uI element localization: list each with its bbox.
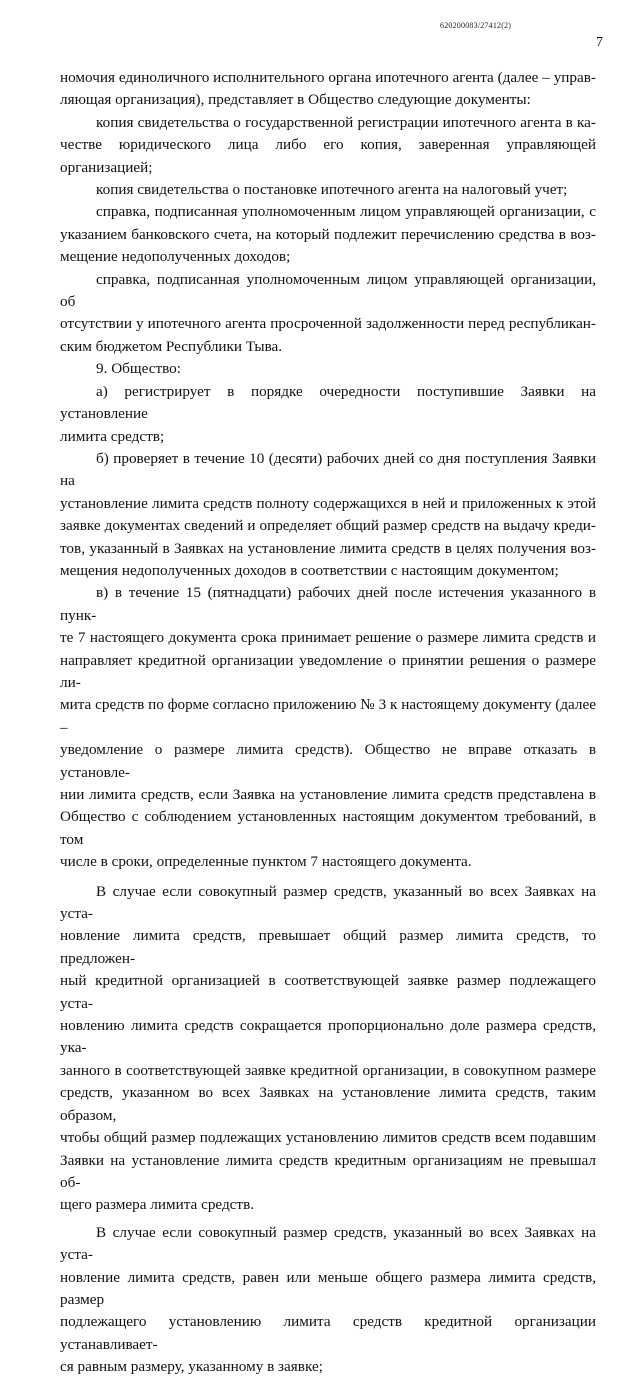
paragraph-1-line-1: номочия единоличного исполнительного органа ипотечного агента (далее – управ-: [60, 69, 596, 86]
paragraph-11-line-4: ся равным размеру, указанному в заявке;: [60, 1358, 323, 1376]
page-number: 7: [596, 35, 603, 50]
paragraph-3-line-1: копия свидетельства о постановке ипотечного агента на налоговый учет;: [96, 181, 568, 199]
paragraph-1-line-2: ляющая организация), представляет в Общество следующие документы:: [60, 91, 531, 109]
paragraph-8-line-5: мещения недополученных доходов в соответствии с настоящим документом;: [60, 561, 559, 579]
paragraph-11-line-3: подлежащего установлению лимита средств кредитной организации устанавливает-: [60, 1313, 596, 1353]
paragraph-7-line-1: а) регистрирует в порядке очередности поступившие Заявки на установление: [60, 382, 596, 423]
paragraph-10-line-7: чтобы общий размер подлежащих установлению лимитов средств всем подавшим: [60, 1129, 596, 1147]
document-body: [60, 67, 596, 1379]
paragraph-10-line-6: средств, указанном во всех Заявках на установление лимита средств, таким образом,: [60, 1084, 596, 1124]
paragraph-7-line-2: лимита средств;: [60, 427, 165, 445]
paragraph-9-line-3: направляет кредитной организации уведомление о принятии решения о размере ли-: [60, 651, 596, 691]
paragraph-8-line-4: тов, указанный в Заявках на установление лимита средств в целях получения воз-: [60, 539, 596, 557]
paragraph-2-line-2: честве юридического лица либо его копия, заверенная управляющей организацией;: [60, 136, 596, 176]
paragraph-11-line-2: новление лимита средств, равен или меньше общего размера лимита средств, размер: [60, 1268, 596, 1308]
paragraph-5-line-1: справка, подписанная уполномоченным лицом управляющей организации, об: [60, 270, 596, 311]
paragraph-5-line-2: отсутствии у ипотечного агента просроченной задолженности перед республикан-: [60, 315, 596, 333]
paragraph-8-line-3: заявке документах сведений и определяет общий размер средств на выдачу креди-: [60, 517, 596, 535]
paragraph-9-line-8: числе в сроки, определенные пунктом 7 настоящего документа.: [60, 853, 472, 871]
document-code: 620200083/27412(2): [440, 21, 512, 30]
paragraph-10-line-1: В случае если совокупный размер средств, указанный во всех Заявках на уста-: [60, 882, 596, 923]
paragraph-8-line-1: б) проверяет в течение 10 (десяти) рабочих дней со дня поступления Заявки на: [60, 449, 596, 490]
paragraph-9-line-6: нии лимита средств, если Заявка на установление лимита средств представлена в: [60, 786, 596, 803]
paragraph-4-line-1: справка, подписанная уполномоченным лицом управляющей организации, с: [96, 203, 596, 221]
paragraph-2-line-1: копия свидетельства о государственной регистрации ипотечного агента в ка-: [96, 113, 596, 131]
paragraph-11-line-1: В случае если совокупный размер средств, указанный во всех Заявках на уста-: [60, 1223, 596, 1264]
paragraph-9-line-7: Общество с соблюдением установленных настоящим документом требований, в том: [60, 808, 596, 848]
paragraph-10-line-9: щего размера лимита средств.: [60, 1196, 255, 1214]
paragraph-5-line-3: ским бюджетом Республики Тыва.: [60, 337, 283, 355]
paragraph-8-line-2: установление лимита средств полноту содержащихся в ней и приложенных к этой: [60, 494, 596, 512]
paragraph-9-line-1: в) в течение 15 (пятнадцати) рабочих дней после истечения указанного в пунк-: [60, 584, 596, 624]
paragraph-4-line-3: мещение недополученных доходов;: [60, 248, 291, 266]
paragraph-10-line-2: новление лимита средств, превышает общий размер лимита средств, то предложен-: [60, 927, 596, 967]
paragraph-10-line-5: занного в соответствующей заявке кредитной организации, в совокупном размере: [60, 1061, 596, 1079]
paragraph-4-line-2: указанием банковского счета, на который подлежит перечислению средства в воз-: [60, 225, 596, 243]
paragraph-9-line-5: уведомление о размере лимита средств). Общество не вправе отказать в установле-: [60, 741, 596, 781]
paragraph-6-line-1: 9. Общество:: [96, 360, 181, 378]
paragraph-9-line-4: мита средств по форме согласно приложению № 3 к настоящему документу (далее –: [60, 696, 596, 736]
paragraph-10-line-4: новлению лимита средств сокращается пропорционально доле размера средств, ука-: [60, 1017, 596, 1057]
paragraph-10-line-3: ный кредитной организацией в соответствующей заявке размер подлежащего уста-: [60, 972, 596, 1012]
paragraph-9-line-2: те 7 настоящего документа срока принимает решение о размере лимита средств и: [60, 629, 596, 647]
paragraph-10-line-8: Заявки на установление лимита средств кредитным организациям не превышал об-: [60, 1151, 596, 1191]
